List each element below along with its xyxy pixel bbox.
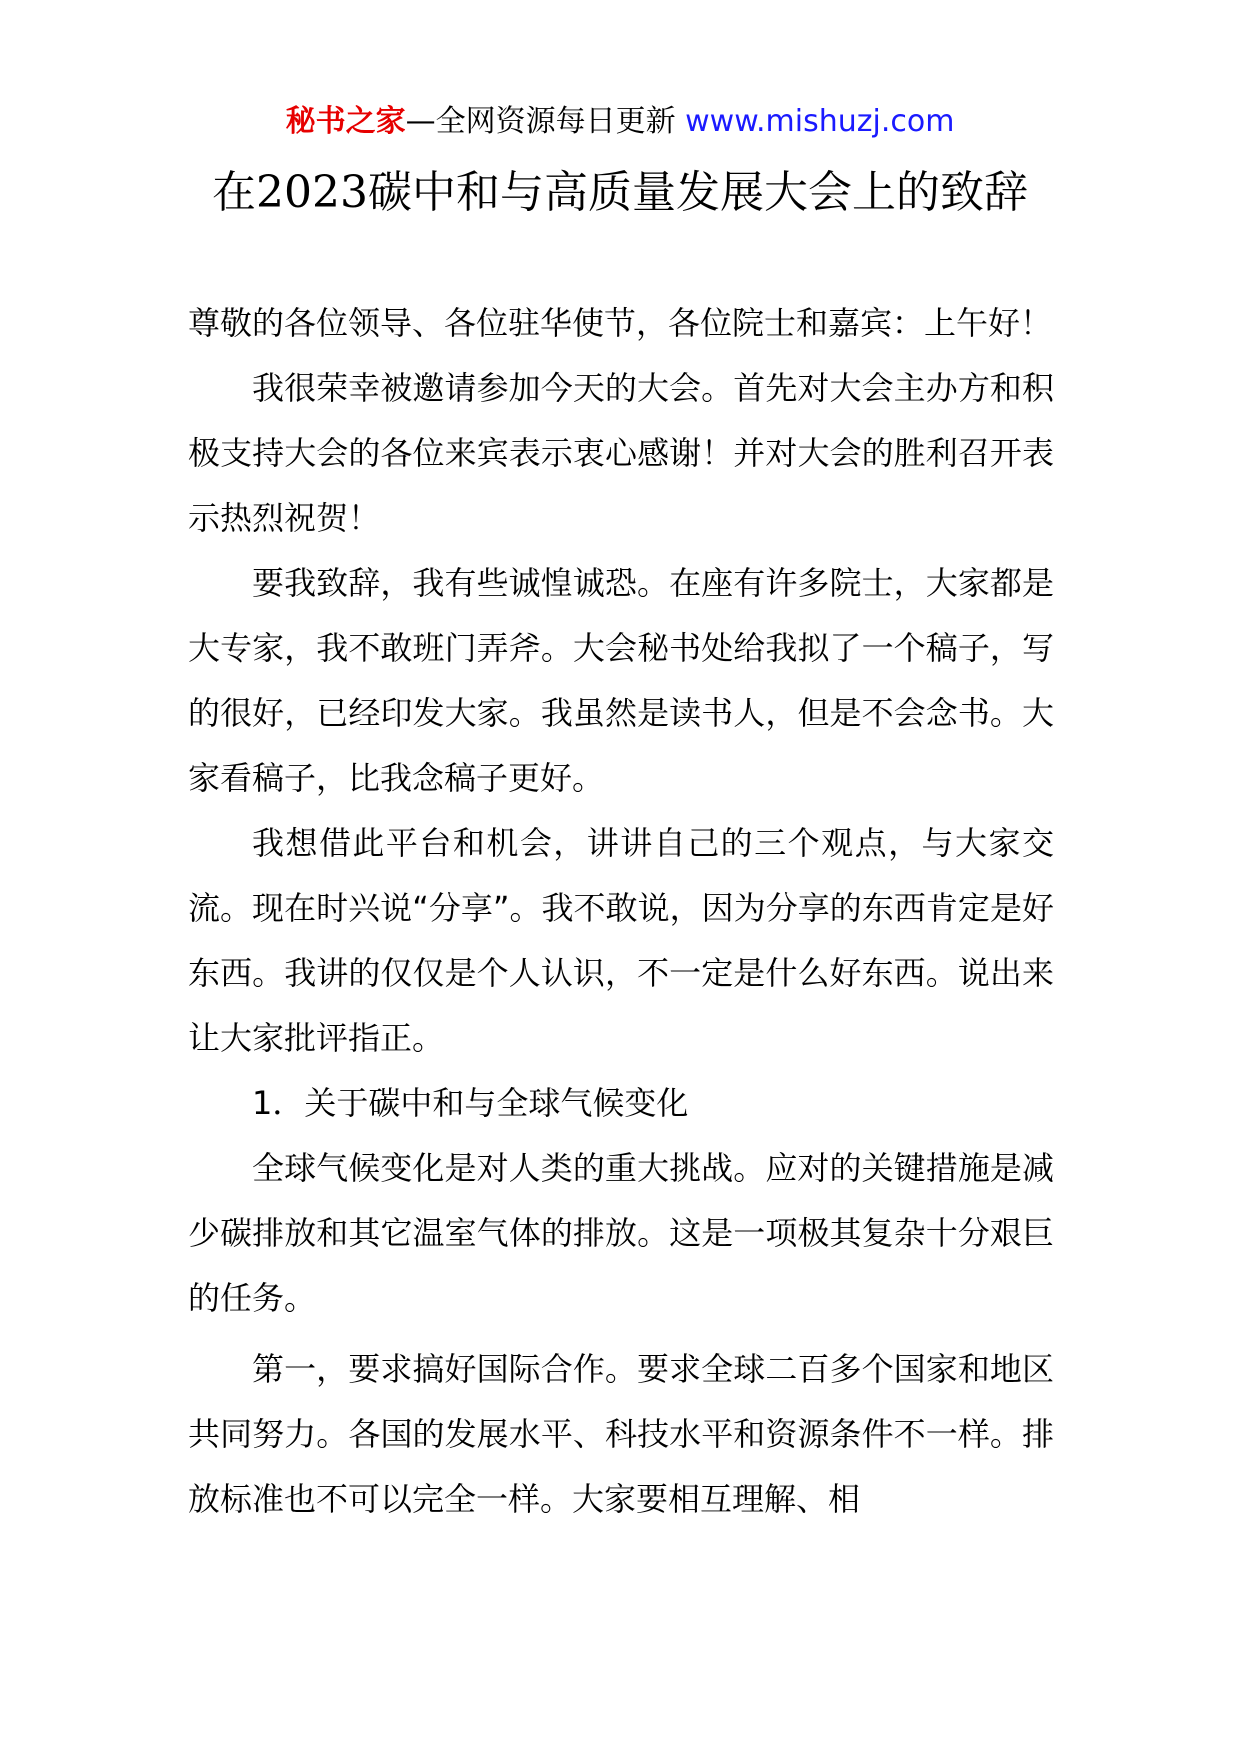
salutation-paragraph: 尊敬的各位领导、各位驻华使节，各位院士和嘉宾：上午好！ [188,304,1053,342]
document-body [188,291,1054,1532]
document-title: 在2023碳中和与高质量发展大会上的致辞 [212,167,1028,218]
body-paragraph: 我想借此平台和机会，讲讲自己的三个观点，与大家交流。现在时兴说“分享”。我不敢说，因为分享的东西肯定是好东西。我讲的仅仅是个人认识，不一定是什么好东西。说出来让大家批评指正。 [188,824,1054,1057]
site-header [0,102,1240,142]
site-brand: 秘书之家 [285,104,406,139]
body-paragraph: 我很荣幸被邀请参加今天的大会。首先对大会主办方和积极支持大会的各位来宾表示衷心感谢！并对大会的胜利召开表示热烈祝贺！ [188,369,1054,537]
site-url-link[interactable]: www.mishuzj.com [685,104,955,139]
section-heading: 1．关于碳中和与全球气候变化 [252,1084,689,1122]
site-slogan: —全网资源每日更新 [405,104,676,139]
body-paragraph: 第一，要求搞好国际合作。要求全球二百多个国家和地区共同努力。各国的发展水平、科技水平和资源条件不一样。排放标准也不可以完全一样。大家要相互理解、相 [188,1350,1054,1518]
body-paragraph: 全球气候变化是对人类的重大挑战。应对的关键措施是减少碳排放和其它温室气体的排放。这是一项极其复杂十分艰巨的任务。 [188,1149,1054,1317]
body-paragraph: 要我致辞，我有些诚惶诚恐。在座有许多院士，大家都是大专家，我不敢班门弄斧。大会秘书处给我拟了一个稿子，写的很好，已经印发大家。我虽然是读书人，但是不会念书。大家看稿子，比我念稿子更好。 [188,564,1054,797]
